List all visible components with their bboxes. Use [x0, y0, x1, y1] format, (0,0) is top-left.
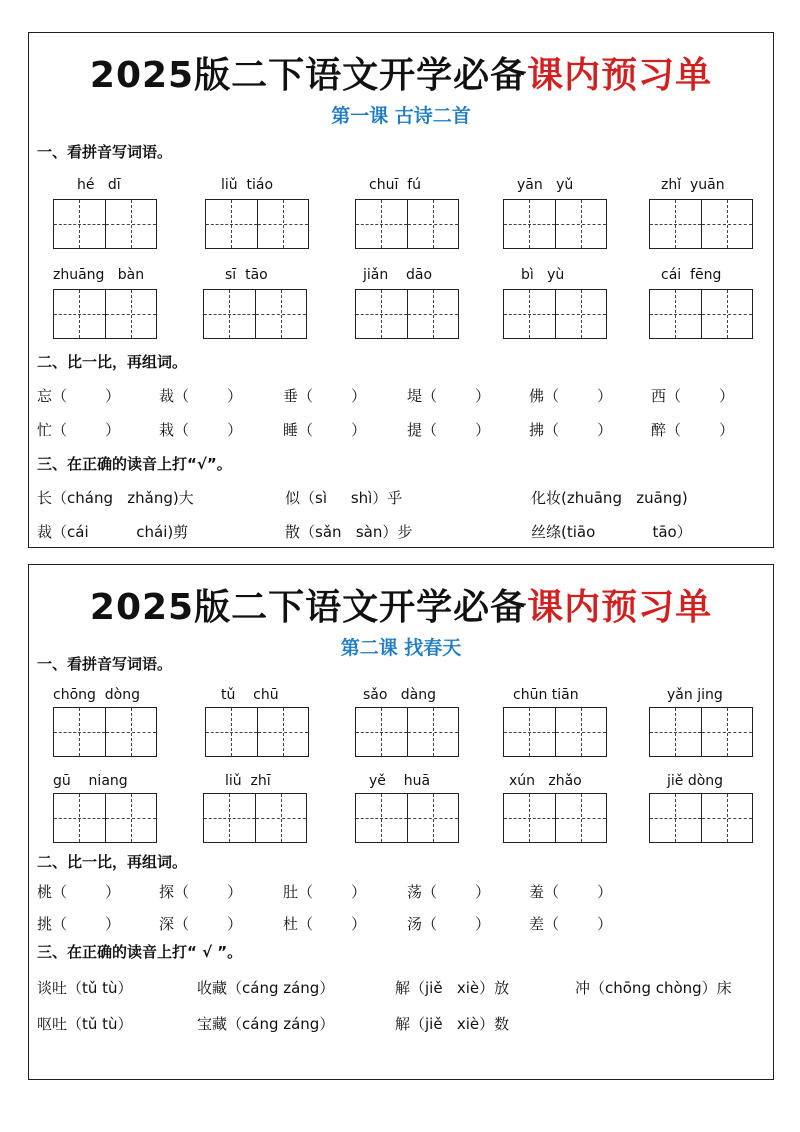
reading-item[interactable]: 似（sì shì）乎	[285, 489, 403, 507]
pinyin-label: xún zhǎo	[509, 773, 582, 789]
lesson-subtitle: 第二课 找春天	[340, 637, 462, 659]
pinyin-label: jiě dòng	[667, 773, 724, 789]
section-1-heading: 一、看拼音写词语。	[37, 143, 173, 161]
compare-item[interactable]: 羞（ ）	[529, 883, 613, 901]
worksheet-lesson-1	[28, 32, 774, 548]
writing-box[interactable]	[649, 793, 753, 843]
writing-box[interactable]	[649, 289, 753, 339]
pinyin-label: chuī fú	[369, 177, 422, 193]
compare-item[interactable]: 堤（ ）	[407, 387, 491, 405]
compare-item[interactable]: 裁（ ）	[159, 387, 243, 405]
pinyin-label: chūn tiān	[513, 687, 579, 703]
pinyin-label: zhuāng bàn	[53, 267, 145, 283]
section-3-heading: 三、在正确的读音上打“ √ ”。	[37, 943, 243, 961]
pinyin-label: yǎn jing	[667, 687, 723, 703]
pinyin-label: liǔ zhī	[225, 773, 271, 789]
page-title: 2025版二下语文开学必备课内预习单	[89, 587, 713, 628]
writing-box[interactable]	[649, 707, 753, 757]
writing-box[interactable]	[355, 289, 459, 339]
compare-item[interactable]: 拂（ ）	[529, 421, 613, 439]
writing-box[interactable]	[53, 793, 157, 843]
pinyin-label: hé dī	[77, 177, 121, 193]
compare-item[interactable]: 荡（ ）	[407, 883, 491, 901]
pinyin-label: gū niang	[53, 773, 128, 789]
pinyin-label: liǔ tiáo	[221, 177, 274, 193]
pinyin-label: chōng dòng	[53, 687, 141, 703]
compare-item[interactable]: 西（ ）	[651, 387, 735, 405]
reading-item[interactable]: 收藏（cáng záng）	[197, 979, 335, 997]
writing-box[interactable]	[53, 707, 157, 757]
writing-box[interactable]	[503, 289, 607, 339]
reading-item[interactable]: 长（cháng zhǎng)大	[37, 489, 194, 507]
compare-item[interactable]: 肚（ ）	[283, 883, 367, 901]
page-title: 2025版二下语文开学必备课内预习单	[89, 55, 713, 96]
compare-item[interactable]: 佛（ ）	[529, 387, 613, 405]
writing-box[interactable]	[53, 199, 157, 249]
reading-item[interactable]: 散（sǎn sàn）步	[285, 523, 413, 541]
compare-item[interactable]: 汤（ ）	[407, 915, 491, 933]
writing-box[interactable]	[205, 707, 309, 757]
lesson-subtitle: 第一课 古诗二首	[331, 105, 471, 127]
compare-item[interactable]: 杜（ ）	[283, 915, 367, 933]
writing-box[interactable]	[355, 707, 459, 757]
section-2-heading: 二、比一比，再组词。	[37, 853, 188, 871]
writing-box[interactable]	[649, 199, 753, 249]
compare-item[interactable]: 醉（ ）	[651, 421, 735, 439]
compare-item[interactable]: 忙（ ）	[37, 421, 121, 439]
compare-item[interactable]: 挑（ ）	[37, 915, 121, 933]
reading-item[interactable]: 宝藏（cáng záng）	[197, 1015, 335, 1033]
pinyin-label: yān yǔ	[517, 177, 574, 193]
compare-item[interactable]: 差（ ）	[529, 915, 613, 933]
writing-box[interactable]	[203, 289, 307, 339]
compare-item[interactable]: 栽（ ）	[159, 421, 243, 439]
reading-item[interactable]: 裁（cái chái)剪	[37, 523, 189, 541]
reading-item[interactable]: 解（jiě xiè）放	[395, 979, 510, 997]
reading-item[interactable]: 冲（chōng chòng）床	[575, 979, 732, 997]
writing-box[interactable]	[355, 199, 459, 249]
writing-box[interactable]	[503, 707, 607, 757]
pinyin-label: tǔ chū	[221, 687, 279, 703]
pinyin-label: sī tāo	[225, 267, 268, 283]
compare-item[interactable]: 探（ ）	[159, 883, 243, 901]
pinyin-label: bì yù	[521, 267, 565, 283]
worksheet-lesson-2	[28, 564, 774, 1080]
writing-box[interactable]	[503, 793, 607, 843]
reading-item[interactable]: 丝绦(tiāo tāo）	[531, 523, 692, 541]
compare-item[interactable]: 深（ ）	[159, 915, 243, 933]
pinyin-label: cái fēng	[661, 267, 722, 283]
compare-item[interactable]: 提（ ）	[407, 421, 491, 439]
writing-box[interactable]	[355, 793, 459, 843]
section-2-heading: 二、比一比，再组词。	[37, 353, 188, 371]
reading-item[interactable]: 解（jiě xiè）数	[395, 1015, 510, 1033]
compare-item[interactable]: 桃（ ）	[37, 883, 121, 901]
section-1-heading: 一、看拼音写词语。	[37, 655, 173, 673]
reading-item[interactable]: 化妆(zhuāng zuāng)	[531, 489, 688, 507]
writing-box[interactable]	[205, 199, 309, 249]
section-3-heading: 三、在正确的读音上打“√”。	[37, 455, 232, 473]
compare-item[interactable]: 忘（ ）	[37, 387, 121, 405]
compare-item[interactable]: 垂（ ）	[283, 387, 367, 405]
reading-item[interactable]: 谈吐（tǔ tù）	[37, 979, 133, 997]
reading-item[interactable]: 呕吐（tǔ tù）	[37, 1015, 133, 1033]
pinyin-label: yě huā	[369, 773, 431, 789]
pinyin-label: zhǐ yuān	[661, 177, 725, 193]
pinyin-label: sǎo dàng	[363, 687, 437, 703]
writing-box[interactable]	[203, 793, 307, 843]
compare-item[interactable]: 睡（ ）	[283, 421, 367, 439]
writing-box[interactable]	[53, 289, 157, 339]
pinyin-label: jiǎn dāo	[363, 267, 433, 283]
writing-box[interactable]	[503, 199, 607, 249]
